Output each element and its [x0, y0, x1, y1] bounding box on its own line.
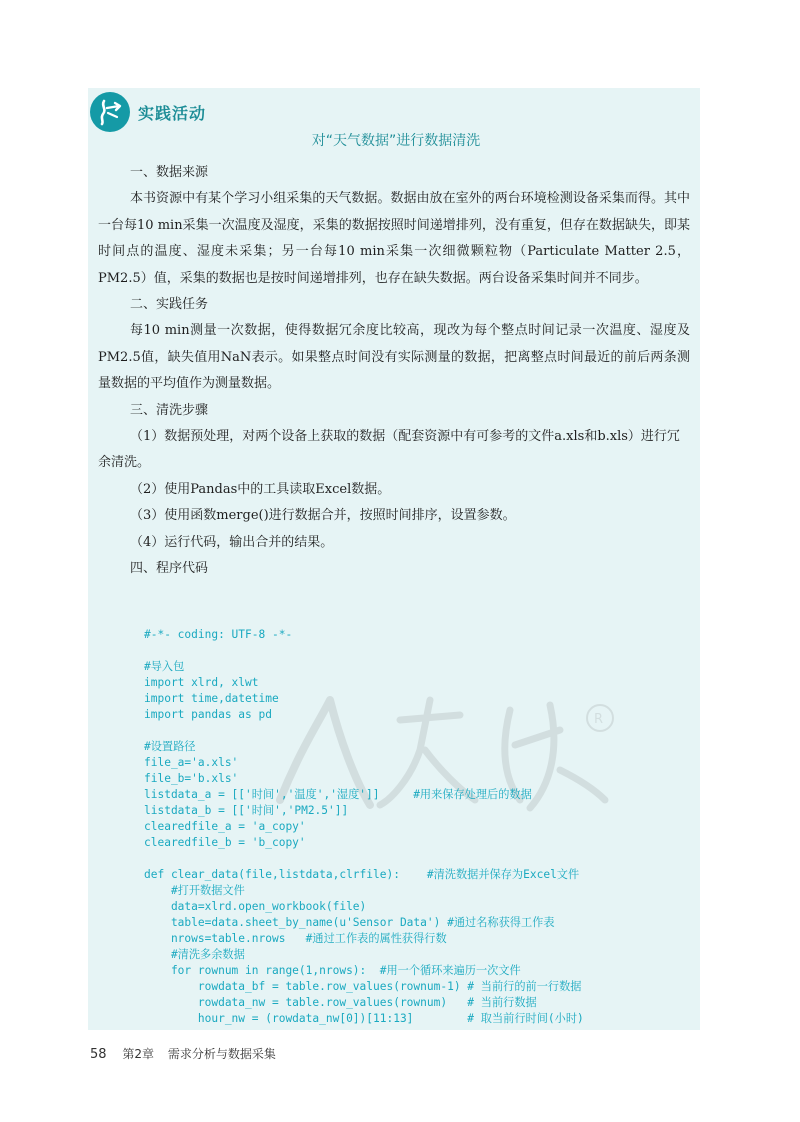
- heading-data-source: 一、数据来源: [130, 165, 209, 180]
- code-line: listdata_b = [['时间','PM2.5']]: [144, 804, 349, 817]
- page-number: 58: [90, 1047, 107, 1062]
- code-line: #导入包: [144, 660, 185, 673]
- code-line: def clear_data(file,listdata,clrfile): #清洗数据并保存为Excel文件: [144, 868, 580, 881]
- code-line: #-*- coding: UTF-8 -*-: [144, 628, 293, 641]
- chapter-title: 需求分析与数据采集: [167, 1047, 276, 1061]
- step-3: （3）使用函数merge()进行数据合并，按照时间排序，设置参数。: [130, 508, 516, 523]
- code-line: table=data.sheet_by_name(u'Sensor Data') #通过名称获得工作表: [144, 916, 555, 929]
- code-line: clearedfile_b = 'b_copy': [144, 836, 306, 849]
- section-label: 实践活动: [138, 103, 207, 123]
- paragraph-data-source: 本书资源中有某个学习小组采集的天气数据。数据由放在室外的两台环境检测设备采集而得。其中一台每10 min采集一次温度及湿度，采集的数据按照时间递增排列，没有重复，但存在数据缺失，即某时间点的温度、湿度未采集；另一台每10 min采集一次细微颗粒物（Particulate Matter 2.5，PM2.5）值，采集的数据也是按时间递增排列，也存在缺失数据。两台设备采集时间并不同步。: [98, 191, 690, 286]
- code-block: [144, 627, 694, 1027]
- paragraph-task: 每10 min测量一次数据，使得数据冗余度比较高，现改为每个整点时间记录一次温度、湿度及PM2.5值，缺失值用NaN表示。如果整点时间没有实际测量的数据，把离整点时间最近的前后两条测量数据的平均值作为测量数据。: [98, 323, 690, 391]
- page-footer: [90, 1045, 276, 1062]
- code-line: clearedfile_a = 'a_copy': [144, 820, 306, 833]
- heading-task: 二、实践任务: [130, 297, 209, 312]
- code-line: import pandas as pd: [144, 708, 272, 721]
- heading-program-code: 四、程序代码: [130, 561, 209, 576]
- code-line: [144, 723, 694, 739]
- code-line: [144, 851, 694, 867]
- code-line: listdata_a = [['时间','温度','湿度']] #用来保存处理后的数据: [144, 788, 532, 801]
- section-header: [90, 92, 206, 132]
- code-line: #清洗多余数据: [144, 948, 245, 961]
- heading-cleaning-steps: 三、清洗步骤: [130, 402, 209, 418]
- chapter-label: 第2章: [122, 1047, 155, 1061]
- code-line: #设置路径: [144, 740, 196, 753]
- code-line: rowdata_nw = table.row_values(rownum) # 当前行数据: [144, 996, 537, 1009]
- code-line: file_b='b.xls': [144, 772, 239, 785]
- code-line: import time,datetime: [144, 692, 279, 705]
- svg-text:R: R: [594, 712, 604, 727]
- activity-title: 对“天气数据”进行数据清洗: [311, 133, 481, 149]
- code-line: data=xlrd.open_workbook(file): [144, 900, 367, 913]
- code-line: import xlrd, xlwt: [144, 676, 259, 689]
- step-2: （2）使用Pandas中的工具读取Excel数据。: [130, 481, 391, 497]
- code-line: file_a='a.xls': [144, 756, 239, 769]
- running-figure-icon: [90, 92, 130, 132]
- code-line: rowdata_bf = table.row_values(rownum-1) # 当前行的前一行数据: [144, 980, 582, 993]
- step-4: （4）运行代码，输出合并的结果。: [130, 534, 334, 550]
- code-line: #打开数据文件: [144, 884, 245, 897]
- body-content: [98, 160, 690, 582]
- step-1: （1）数据预处理，对两个设备上获取的数据（配套资源中有可参考的文件a.xls和b.xls）进行冗余清洗。: [98, 428, 680, 470]
- code-line: nrows=table.nrows #通过工作表的属性获得行数: [144, 932, 447, 945]
- code-line: for rownum in range(1,nrows): #用一个循环来遍历一次文件: [144, 964, 521, 977]
- code-line: hour_nw = (rowdata_nw[0])[11:13] # 取当前行时间(小时): [144, 1012, 584, 1025]
- code-line: [144, 643, 694, 659]
